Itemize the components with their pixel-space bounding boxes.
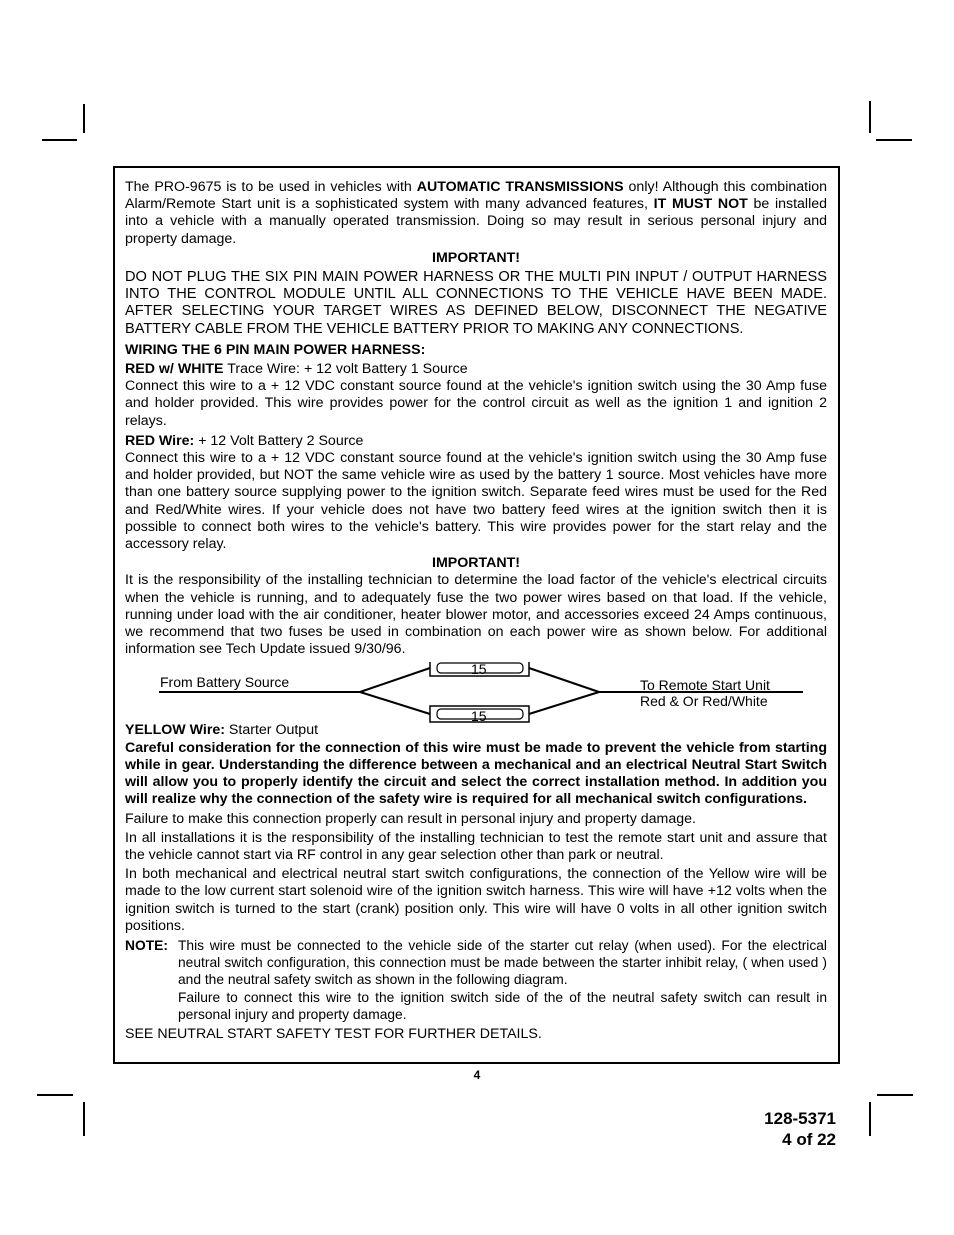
intro-emphasis: IT MUST NOT bbox=[653, 196, 748, 213]
wire-color-label: Red & Or Red/White bbox=[640, 693, 768, 710]
intro-paragraph bbox=[125, 179, 827, 248]
fuse-diagram bbox=[125, 662, 827, 724]
yellow-heading bbox=[125, 722, 827, 739]
yellow-paragraph: In all installations it is the responsibility of the installing technician to test the remote start unit and assure that the vehicle cannot start via RF control in any gear selection other than park or neutral. bbox=[125, 829, 827, 863]
red-white-subtitle: Trace Wire: + 12 volt Battery 1 Source bbox=[223, 361, 468, 378]
yellow-paragraph: In both mechanical and electrical neutral start switch configurations, the connection of the Yellow wire will be made to the low current start solenoid wire of the ignition switch harness. This wire will have +12 volts when the ignition switch is turned to the start (crank) position only. This wire will have 0 volts in all other ignition switch positions. bbox=[125, 866, 827, 934]
red-heading bbox=[125, 433, 827, 450]
yellow-warning: Careful consideration for the connection of this wire must be made to prevent the vehicle from starting while in gear. Understanding the difference between a mechanical and an electrical Neutral Start Switch will allow you to properly identify the circuit and select the correct installation method. In addition you will realize why the connection of the safety wire is required for all mechanical switch configurations. bbox=[125, 739, 827, 808]
content-frame bbox=[113, 166, 840, 1064]
important-heading: IMPORTANT! bbox=[432, 555, 520, 572]
red-white-label: RED w/ WHITE bbox=[125, 361, 224, 378]
red-label: RED Wire: bbox=[125, 432, 195, 449]
intro-emphasis: AUTOMATIC TRANSMISSIONS bbox=[416, 179, 624, 195]
intro-text: only! Although this combination Alarm/Remote Start unit is a sophisticated system with many advanced features, bbox=[125, 179, 827, 213]
crop-mark bbox=[42, 139, 77, 141]
important-warning-text: DO NOT PLUG THE SIX PIN MAIN POWER HARNESS OR THE MULTI PIN INPUT / OUTPUT HARNESS INTO THE CONTROL MODULE UNTIL ALL CONNECTIONS TO THE VEHICLE HAVE BEEN MADE. AFTER SELECTING YOUR TARGET WIRES AS DEFINED BELOW, DISCONNECT THE NEGATIVE BATTERY CABLE FROM THE VEHICLE BATTERY PRIOR TO MAKING ANY CONNECTIONS. bbox=[125, 269, 827, 337]
wire-branch bbox=[360, 692, 430, 714]
note-label: NOTE: bbox=[125, 937, 168, 953]
document-page: 4 of 22 bbox=[782, 1130, 836, 1149]
crop-mark bbox=[876, 139, 912, 141]
note-block bbox=[125, 937, 827, 1023]
note-paragraph: Failure to connect this wire to the ignition switch side of the of the neutral safety switch can result in personal injury and property damage. bbox=[178, 989, 827, 1022]
yellow-paragraph: Failure to make this connection properly can result in personal injury and property damage. bbox=[125, 810, 696, 827]
yellow-label: YELLOW Wire: bbox=[125, 722, 225, 739]
important-load-text: It is the responsibility of the installing technician to determine the load factor of the vehicle's electrical circuits when the vehicle is running, and to adequately fuse the two power wires based on that load. If the vehicle, running under load with the air conditioner, heater blower motor, and accessories exceed 24 Amps continuous, we recommend that two fuses be used in combination on each power wire as shown below. For additional information see Tech Update issued 9/30/96. bbox=[125, 572, 827, 658]
document-number: 128-5371 bbox=[764, 1109, 836, 1128]
wire-branch bbox=[529, 668, 599, 692]
red-white-heading bbox=[125, 361, 827, 378]
see-more-text: SEE NEUTRAL START SAFETY TEST FOR FURTHER DETAILS. bbox=[125, 1025, 542, 1042]
intro-text: be installed into a vehicle with a manually operated transmission. Doing so may result in serious personal injury and property damage. bbox=[125, 196, 827, 247]
crop-mark bbox=[37, 1094, 73, 1096]
crop-mark bbox=[869, 1102, 871, 1136]
wire-branch bbox=[360, 668, 430, 692]
red-subtitle: + 12 Volt Battery 2 Source bbox=[194, 432, 364, 449]
remote-start-label: To Remote Start Unit bbox=[640, 677, 770, 694]
important-heading: IMPORTANT! bbox=[432, 249, 520, 266]
page-number: 4 bbox=[473, 1068, 481, 1082]
crop-mark bbox=[83, 1102, 85, 1136]
fuse-top-rating: 15 bbox=[471, 661, 487, 678]
content-body bbox=[125, 179, 827, 1043]
wire-branch bbox=[529, 692, 599, 714]
yellow-subtitle: Starter Output bbox=[224, 722, 319, 739]
battery-source-label: From Battery Source bbox=[160, 674, 290, 691]
note-paragraph: This wire must be connected to the vehicle side of the starter cut relay (when used). For the electrical neutral switch configuration, this connection must be made between the starter inhibit relay, ( when used ) and the neutral safety switch as shown in the following diagram. bbox=[178, 937, 827, 988]
crop-mark bbox=[877, 1094, 913, 1096]
crop-mark bbox=[869, 101, 871, 133]
intro-text: The PRO-9675 is to be used in vehicles with bbox=[125, 179, 417, 195]
harness-heading: WIRING THE 6 PIN MAIN POWER HARNESS: bbox=[125, 341, 426, 358]
red-white-text: Connect this wire to a + 12 VDC constant source found at the vehicle's ignition switch using the 30 Amp fuse and holder provided. This wire provides power for the control circuit as well as the ignition 1 and ignition 2 relays. bbox=[125, 378, 827, 429]
fuse-bottom-rating: 15 bbox=[471, 708, 487, 725]
document-number-block bbox=[764, 1108, 836, 1150]
red-text: Connect this wire to a + 12 VDC constant source found at the vehicle's ignition switch using the 30 Amp fuse and holder provided, but NOT the same vehicle wire as used by the battery 1 source. Most vehicles have more than one battery source supplying power to the ignition switch. Separate feed wires must be used for the Red and Red/White wires. If your vehicle does not have two battery feed wires at the ignition switch then it is possible to connect both wires to the vehicle's battery. This wire provides power for the start relay and the accessory relay. bbox=[125, 450, 827, 553]
crop-mark bbox=[83, 104, 85, 133]
note-body bbox=[178, 937, 827, 1023]
